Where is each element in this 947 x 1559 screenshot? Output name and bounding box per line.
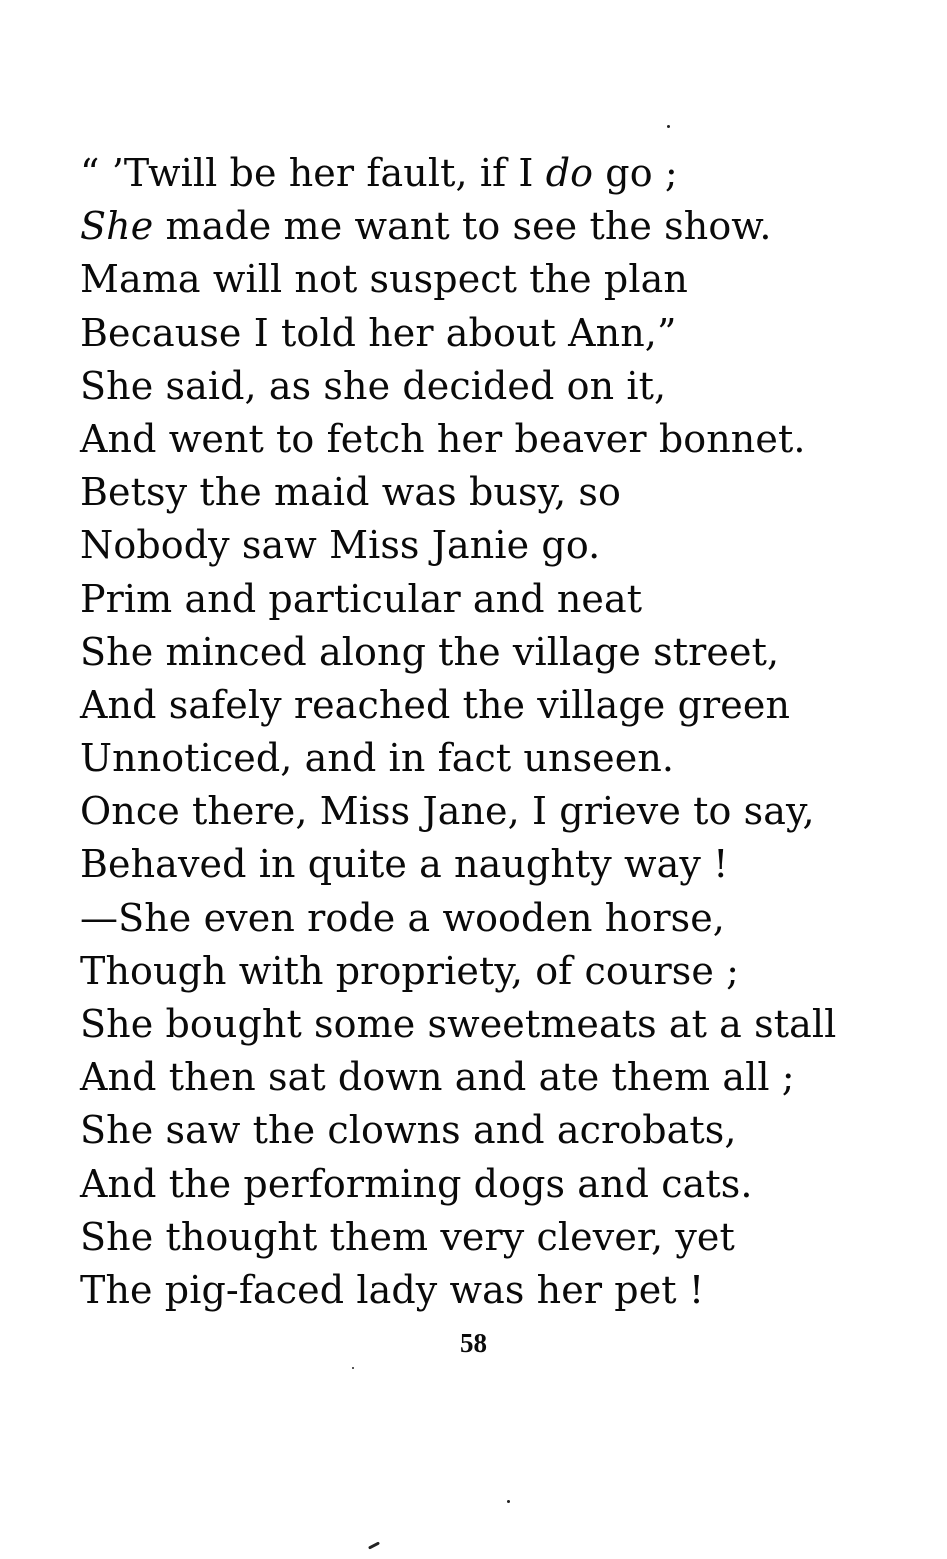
poem-line-13: Once there, Miss Jane, I grieve to say, (80, 789, 815, 834)
scan-speck (352, 1367, 354, 1369)
poem-line-11: And safely reached the village green (80, 682, 791, 727)
poem-line-1: “ ’Twill be her fault, if I do go ; (80, 151, 678, 195)
poem-line-10: She minced along the village street, (80, 629, 780, 674)
poem-line-7: Betsy the maid was busy, so (80, 470, 622, 515)
poem-line-14: Behaved in quite a naughty way ! (80, 842, 729, 887)
poem-line-9: Prim and particular and neat (80, 576, 643, 621)
poem-line-21: She thought them very clever, yet (80, 1214, 735, 1259)
poem-line-6: And went to fetch her beaver bonnet. (80, 416, 806, 461)
poem-line-2: She made me want to see the show. (80, 204, 772, 249)
scan-speck (507, 1500, 510, 1503)
poem-line-3: Mama will not suspect the plan (80, 257, 688, 302)
poem-line-5: She said, as she decided on it, (80, 363, 667, 408)
poem-line-22: The pig-faced lady was her pet ! (80, 1267, 705, 1312)
poem-text (80, 147, 836, 1317)
scan-speck (667, 125, 670, 128)
poem-line-16: Though with propriety, of course ; (80, 948, 739, 993)
poem-line-12: Unnoticed, and in fact unseen. (80, 736, 675, 781)
page-number: 58 (460, 1328, 487, 1358)
poem-line-18: And then sat down and ate them all ; (80, 1055, 795, 1100)
poem-line-4: Because I told her about Ann,” (80, 310, 677, 355)
poem-line-17: She bought some sweetmeats at a stall (80, 1002, 837, 1046)
poem-line-20: And the performing dogs and cats. (80, 1161, 753, 1206)
scan-speck (368, 1541, 380, 1549)
poem-line-15: —She even rode a wooden horse, (80, 895, 725, 940)
poem-line-19: She saw the clowns and acrobats, (80, 1108, 737, 1153)
poem-line-8: Nobody saw Miss Janie go. (80, 523, 601, 568)
